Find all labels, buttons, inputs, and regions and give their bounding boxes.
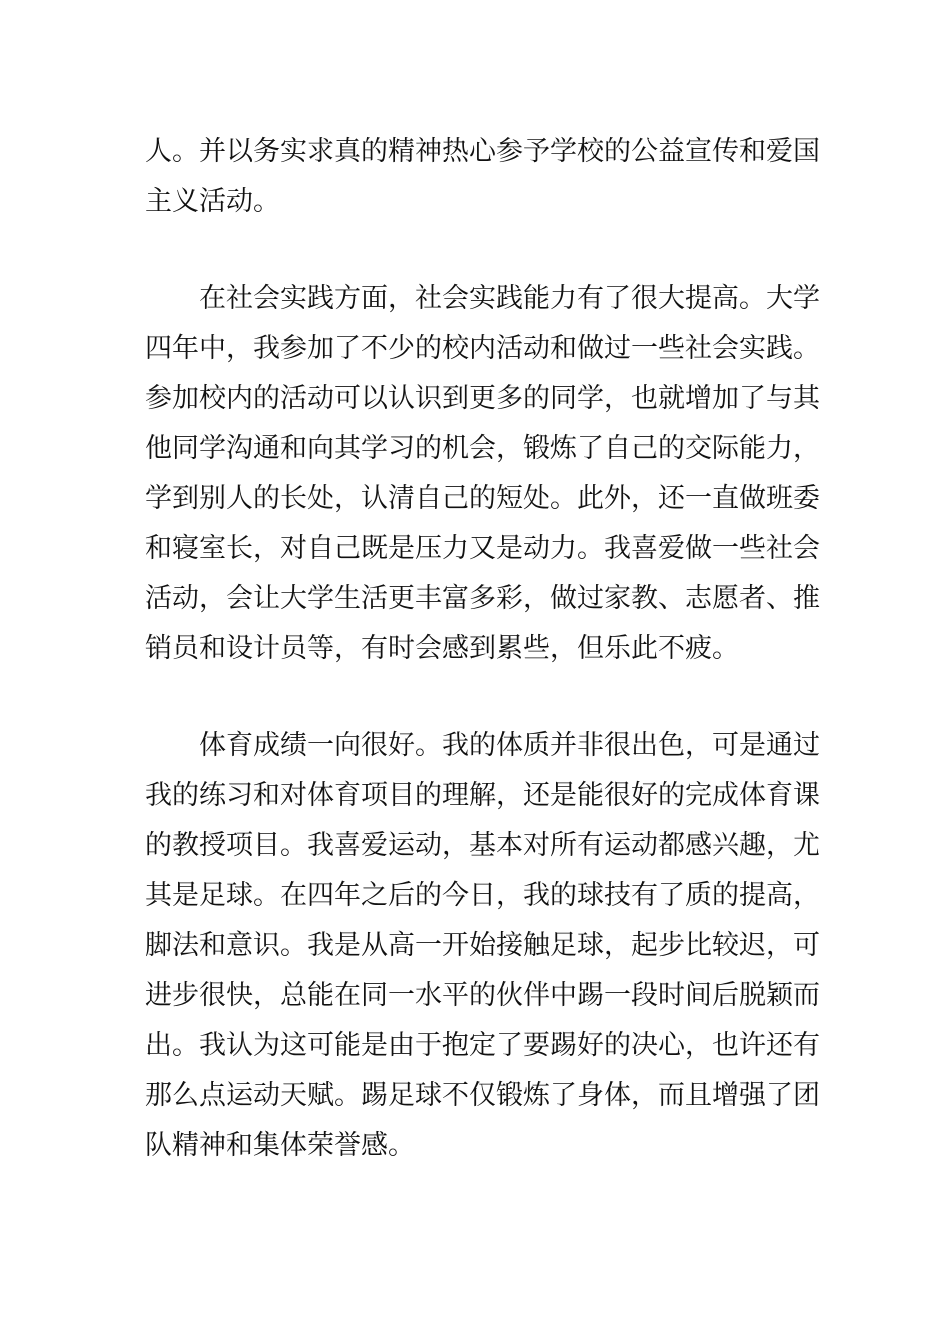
paragraph-2 [145, 274, 820, 674]
paragraph-line: 在社会实践方面，社会实践能力有了很大提高。大学 [199, 283, 820, 314]
paragraph-line: 体育成绩一向很好。我的体质并非很出色，可是通过 [199, 730, 820, 761]
paragraph-line: 活动，会让大学生活更丰富多彩，做过家教、志愿者、推 [145, 583, 820, 614]
paragraph-line: 销员和设计员等，有时会感到累些，但乐此不疲。 [145, 633, 739, 664]
paragraph-line: 出。我认为这可能是由于抱定了要踢好的决心，也许还有 [145, 1030, 820, 1061]
paragraph-line: 主义活动。 [145, 186, 280, 217]
paragraph-line: 人。并以务实求真的精神热心参予学校的公益宣传和爱国 [145, 136, 820, 167]
paragraph-line: 参加校内的活动可以认识到更多的同学，也就增加了与其 [145, 383, 820, 414]
paragraph-line: 四年中，我参加了不少的校内活动和做过一些社会实践。 [145, 333, 820, 364]
paragraph-line: 的教授项目。我喜爱运动，基本对所有运动都感兴趣，尤 [145, 830, 820, 861]
paragraph-line: 那么点运动天赋。踢足球不仅锻炼了身体，而且增强了团 [145, 1080, 820, 1111]
paragraph-line: 我的练习和对体育项目的理解，还是能很好的完成体育课 [145, 780, 820, 811]
paragraph-3 [145, 721, 820, 1171]
paragraph-line: 进步很快，总能在同一水平的伙伴中踢一段时间后脱颖而 [145, 980, 820, 1011]
paragraph-line: 其是足球。在四年之后的今日，我的球技有了质的提高， [145, 880, 820, 911]
paragraph-1 [145, 127, 820, 227]
paragraph-line: 和寝室长，对自己既是压力又是动力。我喜爱做一些社会 [145, 533, 820, 564]
paragraph-line: 他同学沟通和向其学习的机会，锻炼了自己的交际能力， [145, 433, 820, 464]
paragraph-line: 学到别人的长处，认清自己的短处。此外，还一直做班委 [145, 483, 820, 514]
paragraph-line: 队精神和集体荣誉感。 [145, 1130, 415, 1161]
paragraph-line: 脚法和意识。我是从高一开始接触足球，起步比较迟，可 [145, 930, 820, 961]
